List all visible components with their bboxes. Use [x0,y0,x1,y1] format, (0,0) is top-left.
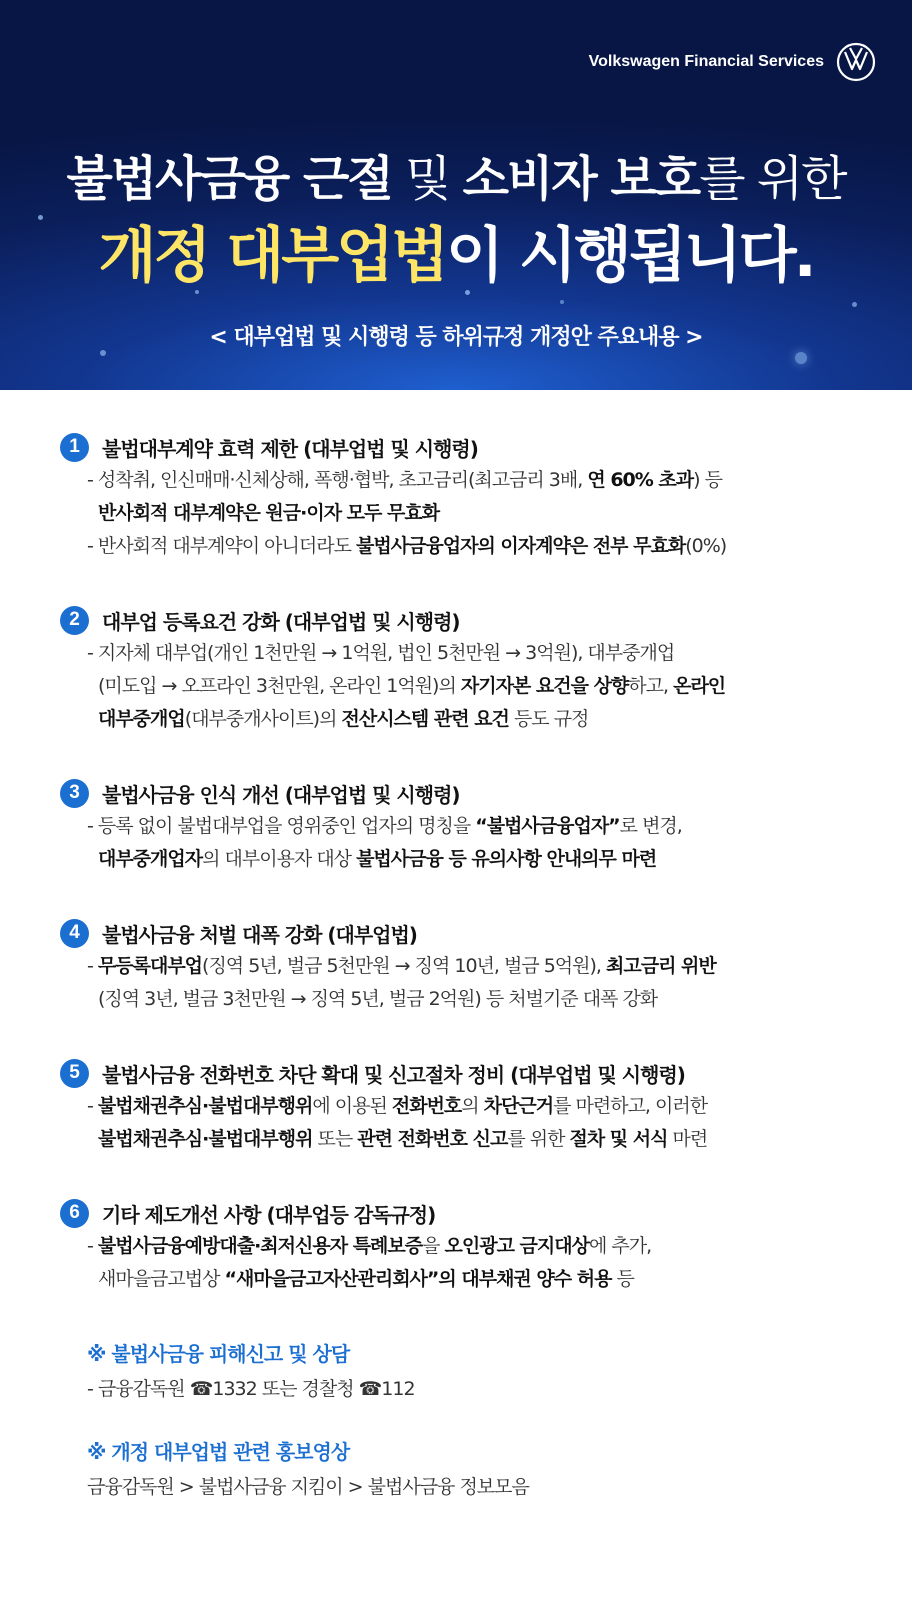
text-segment: 을 [422,1235,445,1257]
section-header [60,430,860,464]
emphasis-text: 최고금리 위반 [606,955,716,977]
text-segment: 또는 [312,1128,358,1150]
emphasis-text: 차단근거 [483,1095,554,1117]
text-segment: 의 [461,1095,484,1117]
text-segment: - 성착취, 인신매매·신체상해, 폭행·협박, 초고금리(최고금리 3배, [87,469,588,491]
section-title: 불법사금융 인식 개선 (대부업법 및 시행령) [102,782,460,807]
emphasis-text: 대부중개업 [98,708,185,730]
hero-title-line2 [0,208,912,294]
emphasis-text: 불법사금융 등 유의사항 안내의무 마련 [356,848,657,870]
emphasis-text: 불법채권추심·불법대부행위 [98,1128,313,1150]
section-header [60,1056,860,1090]
emphasis-text: 불법사금융예방대출·최저신용자 특례보증 [97,1235,423,1257]
emphasis-text: 오인광고 금지대상 [444,1235,589,1257]
decor-dot [795,352,807,364]
notice-title: ※ 개정 대부업법 관련 홍보영상 [87,1440,350,1464]
section-text-line [60,703,860,736]
section-number-badge: 1 [60,433,89,462]
section-text-line [60,1123,860,1156]
section-header [60,1196,860,1230]
text-segment: - [87,955,98,977]
notice-text: 금융감독원 > 불법사금융 지킴이 > 불법사금융 정보모음 [87,1476,529,1498]
section-text-line [60,810,860,843]
text-segment: (대부중개사이트)의 [184,708,342,730]
section-text-line [60,670,860,703]
section-text-line [60,843,860,876]
text-segment: - 반사회적 대부계약이 아니더라도 [87,535,356,557]
text-segment: 등 [611,1268,634,1290]
emphasis-text: 대부중개업자 [98,848,203,870]
text-segment: - 지자체 대부업(개인 1천만원 → 1억원, 법인 5천만원 → 3억원), 대부중개업 [87,642,675,664]
section-header [60,916,860,950]
section-4 [60,916,860,1016]
section-number-badge: 4 [60,919,89,948]
emphasis-text: 불법채권추심·불법대부행위 [97,1095,313,1117]
section-number-badge: 5 [60,1059,89,1088]
text-segment: (징역 5년, 벌금 5천만원 → 징역 10년, 벌금 5억원), [202,955,607,977]
hero-subtitle: < 대부업법 및 시행령 등 하위규정 개정안 주요내용 > [209,325,703,350]
title-part: 불법사금융 근절 [66,151,392,207]
emphasis-text: 무등록대부업 [97,955,203,977]
section-text-line [60,1263,860,1296]
emphasis-text: 전화번호 [391,1095,462,1117]
emphasis-text: “불법사금융업자” [475,815,620,837]
vw-logo-icon [836,42,876,82]
section-text-line [60,497,860,530]
hero-banner [0,0,912,390]
section-text-line [60,1230,860,1263]
section-text-line [60,637,860,670]
section-text-line [60,464,860,497]
emphasis-text: 관련 전화번호 신고 [357,1128,508,1150]
emphasis-text: 연 60% 초과 [587,469,694,491]
section-title: 불법사금융 처벌 대폭 강화 (대부업법) [102,922,417,947]
text-segment: 마련 [667,1128,708,1150]
notice-block [60,1434,860,1504]
emphasis-text: “새마을금고자산관리회사”의 대부채권 양수 허용 [224,1268,612,1290]
title-highlight: 개정 대부업법 [98,221,447,291]
text-segment: 새마을금고법상 [98,1268,225,1290]
text-segment: 로 변경, [619,815,682,837]
title-part: 이 시행됩니다. [446,221,814,291]
text-segment: ) 등 [693,469,722,491]
section-number-badge: 6 [60,1199,89,1228]
text-segment: 에 추가, [588,1235,652,1257]
text-segment: 를 마련하고, 이러한 [553,1095,708,1117]
section-6 [60,1196,860,1296]
main-content [60,430,860,1532]
section-5 [60,1056,860,1156]
text-segment: 하고, [628,675,674,697]
section-title: 기타 제도개선 사항 (대부업등 감독규정) [102,1202,436,1227]
decor-dot [852,302,857,307]
notice-text: - 금융감독원 ☎1332 또는 경찰청 ☎112 [87,1378,415,1400]
section-title: 대부업 등록요건 강화 (대부업법 및 시행령) [102,609,460,634]
section-text-line [60,530,860,563]
emphasis-text: 온라인 [673,675,726,697]
text-segment: 를 위한 [507,1128,570,1150]
text-segment: 의 대부이용자 대상 [202,848,357,870]
section-title: 불법대부계약 효력 제한 (대부업법 및 시행령) [102,436,478,461]
brand [589,42,876,82]
emphasis-text: 반사회적 대부계약은 원금·이자 모두 무효화 [98,502,440,524]
section-title: 불법사금융 전화번호 차단 확대 및 신고절차 정비 (대부업법 및 시행령) [102,1062,685,1087]
text-segment: - [87,1235,98,1257]
text-segment: - 등록 없이 불법대부업을 영위중인 업자의 명칭을 [87,815,476,837]
section-text-line [60,1090,860,1123]
section-text-line [60,983,860,1016]
text-segment: (미도입 → 오프라인 3천만원, 온라인 1억원)의 [98,675,461,697]
text-segment: - [87,1095,98,1117]
section-1 [60,430,860,563]
notice-block [60,1336,860,1406]
decor-dot [560,300,564,304]
emphasis-text: 전산시스템 관련 요건 [341,708,509,730]
emphasis-text: 절차 및 서식 [569,1128,668,1150]
text-segment: (징역 3년, 벌금 3천만원 → 징역 5년, 벌금 2억원) 등 처벌기준 대폭 강화 [98,988,658,1010]
title-part: 및 [391,151,463,207]
title-part: 소비자 보호 [462,151,700,207]
emphasis-text: 자기자본 요건을 상향 [460,675,629,697]
notice-title: ※ 불법사금융 피해신고 및 상담 [87,1342,350,1366]
text-segment: 에 이용된 [312,1095,392,1117]
text-segment: 등도 규정 [508,708,589,730]
section-text-line [60,950,860,983]
emphasis-text: 불법사금융업자의 이자계약은 전부 무효화 [355,535,686,557]
brand-name: Volkswagen Financial Services [588,53,824,70]
section-number-badge: 2 [60,606,89,635]
section-header [60,603,860,637]
section-3 [60,776,860,876]
text-segment: (0%) [685,535,727,557]
hero-title-line1 [0,140,912,209]
section-header [60,776,860,810]
section-2 [60,603,860,736]
title-part: 를 위한 [699,151,846,207]
section-number-badge: 3 [60,779,89,808]
